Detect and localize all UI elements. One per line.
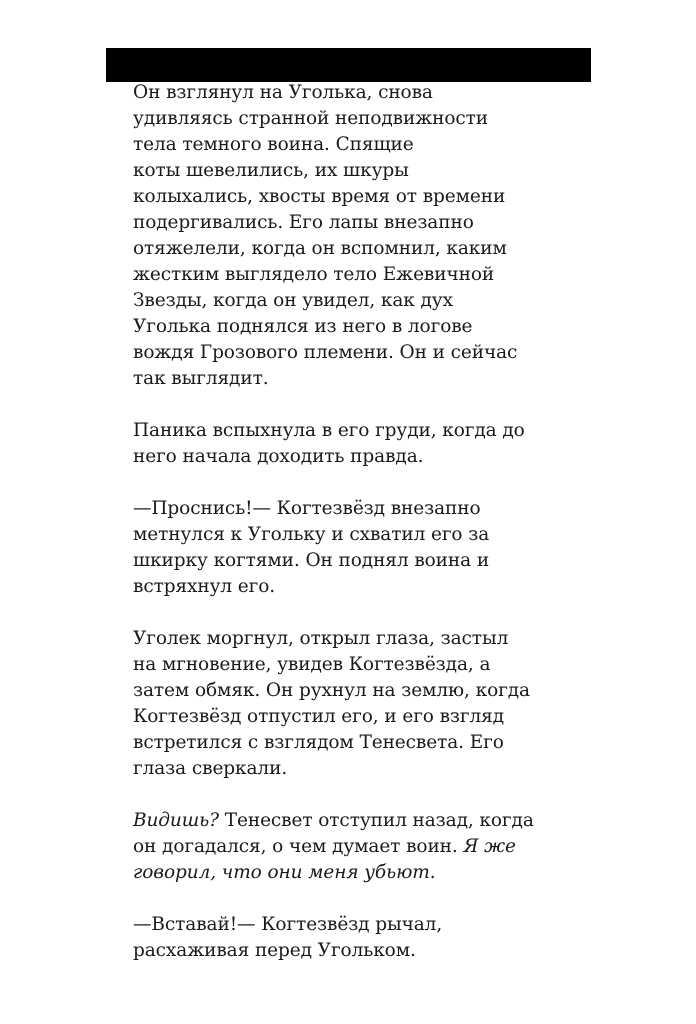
text-line — [133, 496, 573, 522]
text-segment: Тенесвет отступил назад, когда — [218, 810, 534, 831]
italic-text-segment: говорил, что они меня убьют. — [133, 862, 436, 883]
text-segment: он догадался, о чем думает воин. — [133, 836, 464, 857]
text-line — [133, 340, 573, 366]
text-segment: Паника вспыхнула в его груди, когда до — [133, 420, 525, 441]
text-line — [133, 132, 573, 158]
paragraph — [133, 626, 573, 782]
text-segment: затем обмяк. Он рухнул на землю, когда — [133, 680, 530, 701]
italic-text-segment: Видишь? — [133, 810, 219, 831]
text-segment: удивляясь странной неподвижности — [133, 108, 489, 129]
text-line — [133, 678, 573, 704]
text-segment: подергивались. Его лапы внезапно — [133, 212, 474, 233]
text-line — [133, 158, 573, 184]
text-line — [133, 652, 573, 678]
text-line — [133, 106, 573, 132]
text-segment: жестким выглядело тело Ежевичной — [133, 264, 495, 285]
text-line — [133, 522, 573, 548]
text-column — [133, 80, 573, 990]
text-segment: него начала доходить правда. — [133, 446, 424, 467]
text-segment: Уголек моргнул, открыл глаза, застыл — [133, 628, 509, 649]
text-segment: встретился с взглядом Тенесвета. Его — [133, 732, 504, 753]
text-segment: вождя Грозового племени. Он и сейчас — [133, 342, 518, 363]
text-line — [133, 444, 573, 470]
text-line — [133, 210, 573, 236]
text-segment: метнулся к Угольку и схватил его за — [133, 524, 490, 545]
italic-text-segment: Я же — [463, 836, 516, 857]
text-line — [133, 236, 573, 262]
text-line — [133, 314, 573, 340]
text-segment: коты шевелились, их шкуры — [133, 160, 409, 181]
text-line — [133, 418, 573, 444]
text-segment: так выглядит. — [133, 368, 269, 389]
paragraph — [133, 808, 573, 886]
text-segment: тела темного воина. Спящие — [133, 134, 414, 155]
paragraph — [133, 418, 573, 470]
text-line — [133, 704, 573, 730]
text-line — [133, 262, 573, 288]
text-segment: отяжелели, когда он вспомнил, каким — [133, 238, 507, 259]
text-segment: колыхались, хвосты время от времени — [133, 186, 506, 207]
text-line — [133, 938, 573, 964]
text-line — [133, 626, 573, 652]
text-segment: встряхнул его. — [133, 576, 276, 597]
text-line — [133, 808, 573, 834]
text-line — [133, 860, 573, 886]
text-segment: Когтезвёзд отпустил его, и его взгляд — [133, 706, 505, 727]
text-segment: —Проснись!— Когтезвёзд внезапно — [133, 498, 481, 519]
text-segment: —Вставай!— Когтезвёзд рычал, — [133, 914, 443, 935]
text-line — [133, 184, 573, 210]
text-line — [133, 80, 573, 106]
text-line — [133, 366, 573, 392]
text-line — [133, 912, 573, 938]
text-line — [133, 834, 573, 860]
text-line — [133, 548, 573, 574]
text-line — [133, 756, 573, 782]
redaction-bar — [106, 48, 591, 82]
text-line — [133, 574, 573, 600]
text-segment: на мгновение, увидев Когтезвёзда, а — [133, 654, 491, 675]
text-line — [133, 288, 573, 314]
text-segment: Уголька поднялся из него в логове — [133, 316, 473, 337]
paragraph — [133, 912, 573, 964]
text-line — [133, 730, 573, 756]
text-segment: расхаживая перед Угольком. — [133, 940, 416, 961]
paragraph — [133, 80, 573, 392]
paragraph — [133, 496, 573, 600]
text-segment: Звезды, когда он увидел, как дух — [133, 290, 453, 311]
text-segment: шкирку когтями. Он поднял воина и — [133, 550, 490, 571]
text-segment: глаза сверкали. — [133, 758, 288, 779]
text-segment: Он взглянул на Уголька, снова — [133, 82, 433, 103]
